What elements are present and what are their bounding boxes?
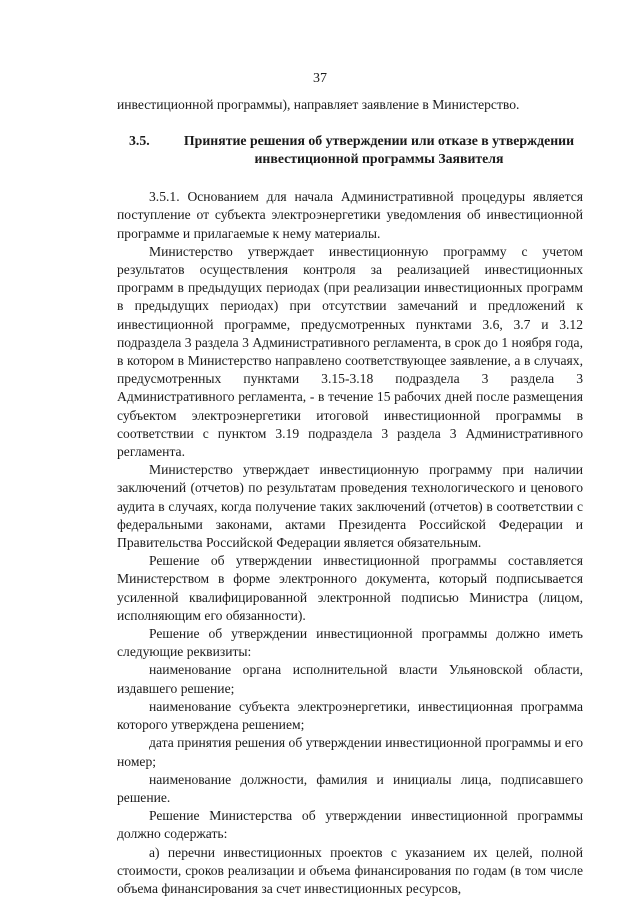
section-title-line-2: инвестиционной программы Заявителя xyxy=(254,151,504,167)
list-item: наименование субъекта электроэнергетики, инвестиционная программа которого утверждена решением; xyxy=(117,698,583,733)
document-body xyxy=(117,96,583,898)
paragraph: Решение об утверждении инвестиционной программы должно иметь следующие реквизиты: xyxy=(117,626,583,660)
paragraph: 3.5.1. Основанием для начала Административной процедуры является поступление от субъекта электроэнергетики уведомления об инвестиционной программе и прилагаемые к нему материалы. xyxy=(117,189,583,241)
lead-line: инвестиционной программы), направляет заявление в Министерство. xyxy=(117,97,520,112)
paragraph: Решение Министерства об утверждении инвестиционной программы должно содержать: xyxy=(117,808,583,842)
section-title-line-1: Принятие решения об утверждении или отказе в утверждении xyxy=(183,133,575,149)
list-item: дата принятия решения об утверждении инвестиционной программы и его номер; xyxy=(117,735,583,769)
paragraph: Министерство утверждает инвестиционную программу при наличии заключений (отчетов) по результатам проведения технологического и ценового аудита в случаях, когда получение таких заключений (отчетов) в соответствии с федеральными законами, актами Президента Российской Федерации и Правительства Российской Федерации является обязательным. xyxy=(117,462,583,551)
paragraph: Решение об утверждении инвестиционной программы составляется Министерством в форме электронного документа, который подписывается усиленной квалифицированной электронной подписью Министра (лицом, исполняющим его обязанности). xyxy=(117,553,583,623)
list-item: наименование должности, фамилия и инициалы лица, подписавшего решение. xyxy=(117,771,583,805)
list-item: наименование органа исполнительной власти Ульяновской области, издавшего решение; xyxy=(117,662,583,696)
section-title xyxy=(175,132,583,168)
list-item: а) перечни инвестиционных проектов с указанием их целей, полной стоимости, сроков реализации и объема финансирования по годам (в том числе объема финансирования за счет инвестиционных ресурсов, xyxy=(117,844,583,896)
page-number: 37 xyxy=(313,71,327,86)
section-heading xyxy=(117,132,583,168)
paragraph: Министерство утверждает инвестиционную программу с учетом результатов осуществления контроля за реализацией инвестиционных программ в предыдущих периодах (при реализации инвестиционных программ в предыдущих периодах) при отсутствии замечаний и предложений к инвестиционной программе, предусмотренных пунктами 3.6, 3.7 и 3.12 подраздела 3 раздела 3 Административного регламента, в срок до 1 ноября года, в котором в Министерство направлено соответствующее заявление, а в случаях, предусмотренных пунктами 3.15-3.18 подраздела 3 раздела 3 Административного регламента, - в течение 15 рабочих дней после размещения субъектом электроэнергетики итоговой инвестиционной программы в соответствии с пунктом 3.19 подраздела 3 раздела 3 Административного регламента. xyxy=(117,243,583,460)
section-number: 3.5. xyxy=(129,133,150,149)
